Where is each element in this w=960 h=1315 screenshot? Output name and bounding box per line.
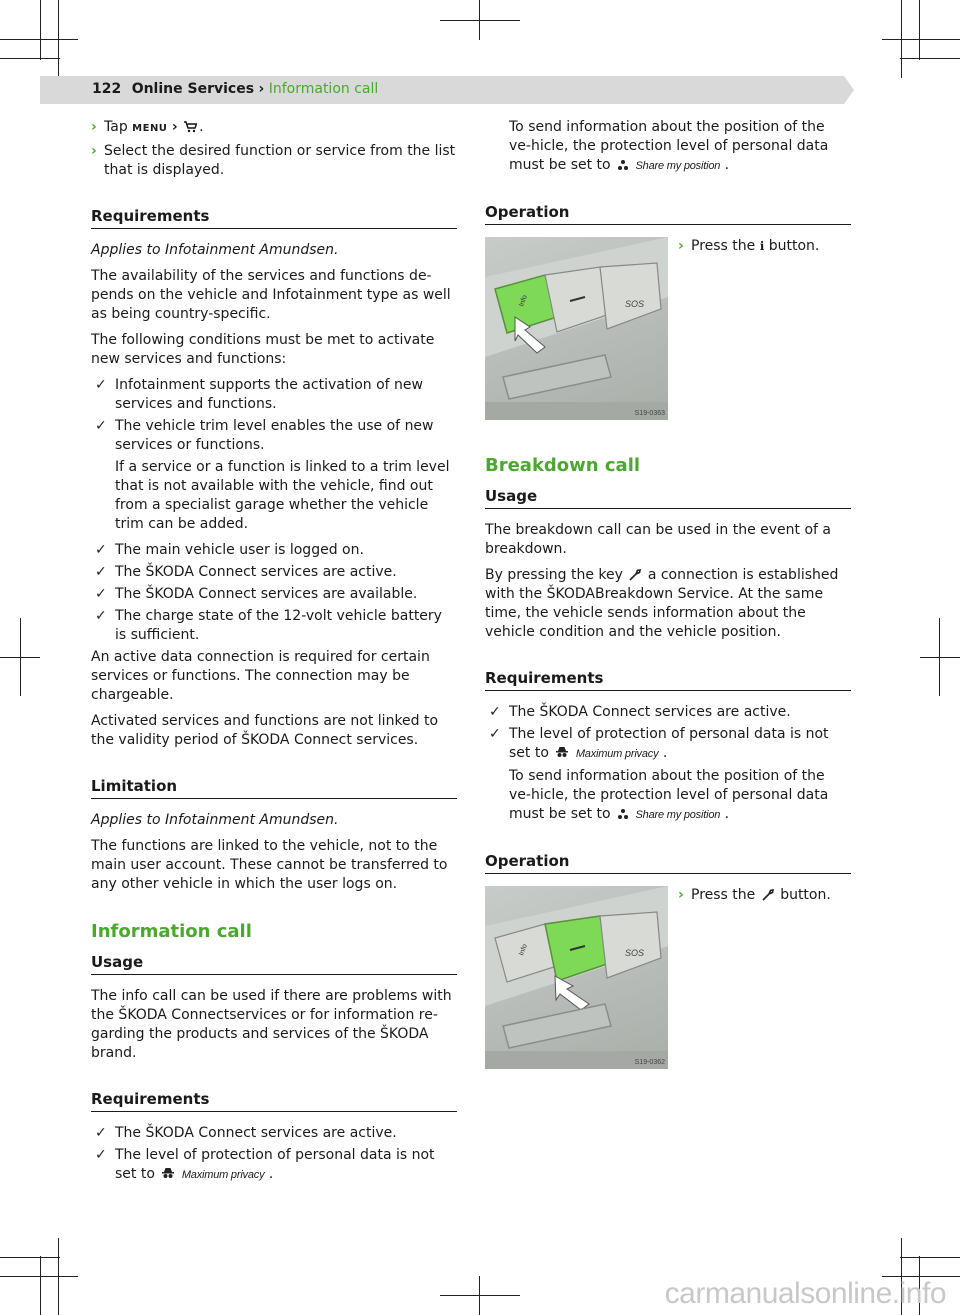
crop-mark: [882, 39, 960, 40]
chevron-icon: ›: [678, 238, 684, 254]
check-text: The ŠKODA Connect services are active.: [115, 564, 397, 580]
crop-mark: [58, 1238, 59, 1315]
wrench-icon: [629, 569, 641, 581]
figure-row: [485, 237, 851, 420]
crop-mark: [900, 1257, 960, 1258]
incognito-icon: [161, 1167, 175, 1180]
step-text: Select the desired function or service from the list that is displayed.: [104, 143, 456, 178]
chevron-icon: ›: [171, 119, 178, 135]
period: .: [268, 1166, 274, 1182]
note-text: To send information about the position of the ve-hicle, the protection level of personal data must be set to: [509, 768, 829, 822]
step-item: [91, 142, 457, 180]
check-text: The main vehicle user is logged on.: [115, 542, 364, 558]
check-item: [91, 1146, 457, 1185]
share-my-position-label: Share my position: [635, 809, 721, 821]
paragraph-text: By pressing the key: [485, 567, 623, 583]
paragraph: The functions are linked to the vehicle, not to the main user account. These cannot be transferred to any other vehicle in which the user logs on.: [91, 838, 448, 892]
crop-mark: [0, 39, 78, 40]
note-text: To send information about the position of the ve-hicle, the protection level of personal data must be set to: [509, 119, 829, 173]
paragraph: The availability of the services and functions de-pends on the vehicle and Infotainment type as well as being country-specific.: [91, 268, 451, 322]
requirements-heading: Requirements: [91, 206, 457, 229]
crop-mark: [939, 618, 940, 696]
subsection-title: Information call: [268, 81, 379, 97]
applies-note: Applies to Infotainment Amundsen.: [91, 812, 339, 828]
check-item: [485, 703, 851, 722]
wrench-icon: [762, 889, 774, 901]
figure-side: [678, 886, 831, 909]
paragraph: The breakdown call can be used in the event of a breakdown.: [485, 522, 832, 557]
check-item: [91, 417, 457, 455]
check-item: [91, 563, 457, 582]
check-text: The level of protection of personal data is not set to: [509, 726, 829, 761]
crop-mark: [20, 618, 21, 696]
checkmark-icon: ✓: [489, 704, 501, 720]
watermark: carmanualsonline.info: [664, 1277, 946, 1310]
info-icon: ℹ: [759, 239, 765, 253]
checkmark-icon: ✓: [95, 542, 107, 558]
breakdown-button-figure: [485, 886, 668, 1069]
page-number: 122: [92, 81, 122, 97]
breadcrumb-separator: ›: [258, 81, 265, 97]
check-text: The ŠKODA Connect services are active.: [115, 1125, 397, 1141]
crop-mark: [0, 1276, 78, 1277]
right-column: [485, 118, 851, 1079]
share-position-icon: [617, 159, 629, 171]
chevron-icon: ›: [91, 119, 97, 135]
info-label: Info: [518, 943, 529, 957]
usage-heading: Usage: [91, 952, 457, 975]
step-text: Tap: [104, 119, 128, 135]
share-my-position-label: Share my position: [635, 160, 721, 172]
check-item: [91, 541, 457, 560]
sos-label: SOS: [625, 948, 645, 958]
figure-code: S19-0362: [634, 1059, 665, 1066]
check-text: The ŠKODA Connect services are available.: [115, 586, 418, 602]
check-text: The level of protection of personal data is not set to: [115, 1147, 435, 1182]
share-position-icon: [617, 808, 629, 820]
check-text: The charge state of the 12-volt vehicle battery is sufficient.: [115, 608, 442, 643]
paragraph-text: a connection is established with the ŠKODABreakdown Service. At the same time, the vehicle sends information about the vehicle condition and the vehicle position.: [485, 567, 839, 640]
breakdown-call-title: Breakdown call: [485, 455, 641, 476]
crop-mark: [0, 58, 60, 59]
header-arrow: [844, 76, 854, 104]
step-item: [91, 118, 457, 138]
shopping-cart-icon: [184, 121, 197, 133]
requirements-heading: Requirements: [91, 1089, 457, 1112]
step-item: [678, 237, 819, 256]
step-text: Press the: [691, 238, 756, 254]
period: .: [662, 745, 668, 761]
checkmark-icon: ✓: [95, 418, 107, 434]
limitation-heading: Limitation: [91, 776, 457, 799]
info-button-figure: [485, 237, 668, 420]
check-item: [91, 376, 457, 414]
page-header: [92, 80, 378, 99]
crop-mark: [40, 1256, 41, 1315]
step-text: button.: [768, 238, 820, 254]
paragraph: The info call can be used if there are problems with the ŠKODA Connectservices or for information re-garding the products and services of the ŠKODA brand.: [91, 988, 452, 1061]
check-item: [485, 725, 851, 764]
paragraph: An active data connection is required for certain services or functions. The connection may be chargeable.: [91, 649, 430, 703]
check-item: [91, 585, 457, 604]
trim-note: If a service or a function is linked to a trim level that is not available with the vehicle, find out from a specialist garage whether the vehicle trim can be added.: [115, 459, 450, 532]
checkmark-icon: ✓: [489, 726, 501, 742]
checkmark-icon: ✓: [95, 586, 107, 602]
crop-mark: [479, 0, 480, 40]
step-text: button.: [780, 887, 831, 903]
crop-mark: [900, 58, 960, 59]
paragraph: [485, 566, 851, 642]
figure-side: [678, 237, 819, 260]
crop-mark: [919, 0, 920, 60]
checkmark-icon: ✓: [95, 564, 107, 580]
step-text: .: [199, 119, 204, 135]
operation-heading: Operation: [485, 851, 851, 874]
crop-mark: [440, 1295, 520, 1296]
period: .: [724, 157, 730, 173]
period: .: [724, 806, 730, 822]
crop-mark: [0, 1257, 60, 1258]
paragraph: The following conditions must be met to activate new services and functions:: [91, 332, 435, 367]
incognito-icon: [555, 746, 569, 759]
check-text: The ŠKODA Connect services are active.: [509, 704, 791, 720]
figure-code: S19-0363: [634, 410, 665, 417]
maximum-privacy-label: Maximum privacy: [181, 1169, 265, 1181]
step-item: [678, 886, 831, 905]
roof-console-illustration: [485, 237, 668, 420]
roof-console-illustration: [485, 886, 668, 1069]
left-column: [91, 118, 457, 1188]
operation-heading: Operation: [485, 202, 851, 225]
info-label: Info: [518, 294, 529, 308]
menu-label: MENU: [132, 123, 168, 134]
position-note: [485, 767, 851, 825]
usage-heading: Usage: [485, 486, 851, 509]
crop-mark: [40, 0, 41, 60]
chevron-icon: ›: [678, 887, 684, 903]
figure-row: [485, 886, 851, 1069]
requirements-heading: Requirements: [485, 668, 851, 691]
check-item: [91, 1124, 457, 1143]
check-text: Infotainment supports the activation of new services and functions.: [115, 377, 423, 412]
check-item: [91, 607, 457, 645]
checkmark-icon: ✓: [95, 1125, 107, 1141]
position-note: [485, 118, 851, 176]
crop-mark: [440, 20, 520, 21]
sos-label: SOS: [625, 299, 645, 309]
checkmark-icon: ✓: [95, 1147, 107, 1163]
crop-mark: [479, 1276, 480, 1315]
applies-note: Applies to Infotainment Amundsen.: [91, 242, 339, 258]
paragraph: Activated services and functions are not linked to the validity period of ŠKODA Connect services.: [91, 713, 439, 748]
crop-mark: [901, 0, 902, 78]
check-text: The vehicle trim level enables the use of new services or functions.: [115, 418, 434, 453]
crop-mark: [920, 657, 960, 658]
maximum-privacy-label: Maximum privacy: [575, 748, 659, 760]
checkmark-icon: ✓: [95, 608, 107, 624]
checkmark-icon: ✓: [95, 377, 107, 393]
step-text: Press the: [691, 887, 756, 903]
information-call-title: Information call: [91, 921, 252, 942]
chevron-icon: ›: [91, 143, 97, 159]
crop-mark: [58, 0, 59, 78]
section-title: Online Services: [131, 81, 255, 97]
